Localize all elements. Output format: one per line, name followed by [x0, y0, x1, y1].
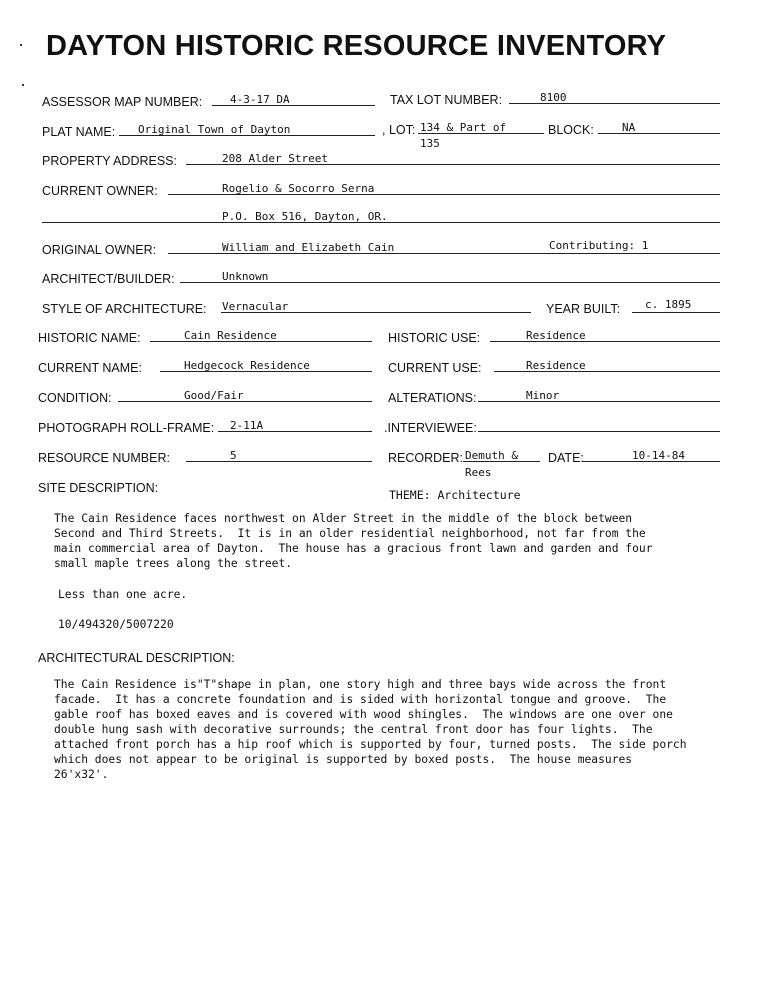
block-line [598, 133, 720, 134]
block-label: BLOCK: [548, 123, 594, 137]
alterations-line [478, 401, 720, 402]
interviewee-label: .INTERVIEWEE: [384, 421, 477, 435]
condition-label: CONDITION: [38, 391, 112, 405]
historic-name-label: HISTORIC NAME: [38, 331, 141, 345]
tax-lot-value: 8100 [540, 91, 567, 104]
current-use-label: CURRENT USE: [388, 361, 482, 375]
architectural-description-label: ARCHITECTURAL DESCRIPTION: [38, 651, 235, 665]
lot-value: 134 & Part of [420, 121, 507, 134]
photograph-roll-frame-label: PHOTOGRAPH ROLL-FRAME: [38, 421, 215, 435]
site-description-label: SITE DESCRIPTION: [38, 481, 159, 495]
year-built-value: c. 1895 [645, 298, 692, 311]
property-address-label: PROPERTY ADDRESS: [42, 154, 177, 168]
year-built-line [632, 312, 720, 313]
form-title: DAYTON HISTORIC RESOURCE INVENTORY [46, 30, 667, 62]
recorder-label: RECORDER: [388, 451, 464, 465]
plat-name-value: Original Town of Dayton [138, 123, 291, 136]
architect-builder-label: ARCHITECT/BUILDER: [42, 272, 175, 286]
historic-use-line [490, 341, 720, 342]
scan-speck [22, 84, 24, 86]
lot-label: , LOT: [382, 123, 416, 137]
date-value: 10-14-84 [632, 449, 685, 462]
architectural-description-text: The Cain Residence is"T"shape in plan, one story high and three bays wide across the front facade. It has a concrete foundation and is sided with horizontal tongue and groove. The gable roof has boxed eaves and is covered with wood shingles. The windows are one over one double hung sash with decorative surrounds; the central front door has four lights. The attached front porch has a hip roof which is supported by four, turned posts. The side porch which does not appear to be original is supported by boxed posts. The house measures 26'x32'. [54, 678, 687, 781]
photograph-roll-frame-value: 2-11A [230, 419, 264, 432]
recorder-value-continued: Rees [465, 466, 492, 479]
scan-speck [20, 44, 22, 46]
lot-value-continued: 135 [420, 137, 440, 150]
condition-value: Good/Fair [184, 389, 244, 402]
style-label: STYLE OF ARCHITECTURE: [42, 302, 207, 316]
contributing-value: Contributing: 1 [549, 239, 649, 252]
date-label: DATE: [548, 451, 584, 465]
alterations-value: Minor [526, 389, 560, 402]
theme-value: THEME: Architecture [389, 488, 521, 502]
historic-use-value: Residence [526, 329, 586, 342]
current-owner-label: CURRENT OWNER: [42, 184, 158, 198]
year-built-label: YEAR BUILT: [546, 302, 621, 316]
resource-number-label: RESOURCE NUMBER: [38, 451, 170, 465]
owner-address-value: P.O. Box 516, Dayton, OR. [222, 210, 388, 223]
current-use-value: Residence [526, 359, 586, 372]
current-name-label: CURRENT NAME: [38, 361, 142, 375]
alterations-label: ALTERATIONS: [388, 391, 477, 405]
current-owner-value: Rogelio & Socorro Serna [222, 182, 375, 195]
acreage-text: Less than one acre. [58, 588, 188, 601]
historic-name-value: Cain Residence [184, 329, 277, 342]
utm-reference-text: 10/494320/5007220 [58, 618, 174, 631]
historic-use-label: HISTORIC USE: [388, 331, 481, 345]
block-value: NA [622, 121, 636, 134]
recorder-value: Demuth & [465, 449, 518, 462]
assessor-map-value: 4-3-17 DA [230, 93, 290, 106]
original-owner-label: ORIGINAL OWNER: [42, 243, 157, 257]
resource-number-value: 5 [230, 449, 237, 462]
plat-name-label: PLAT NAME: [42, 125, 116, 139]
property-address-value: 208 Alder Street [222, 152, 328, 165]
site-description-text: The Cain Residence faces northwest on Alder Street in the middle of the block between Second and Third Streets. It is in an older residential neighborhood, not far from the main commercial area of Dayton. The house has a gracious front lawn and garden and four small maple trees along the street. [54, 512, 653, 570]
interviewee-line [478, 431, 720, 432]
condition-line [118, 401, 372, 402]
original-owner-value: William and Elizabeth Cain [222, 241, 395, 254]
current-name-value: Hedgecock Residence [184, 359, 310, 372]
architect-builder-value: Unknown [222, 270, 269, 283]
resource-number-line [186, 461, 372, 462]
style-value: Vernacular [222, 300, 289, 313]
assessor-map-label: ASSESSOR MAP NUMBER: [42, 95, 203, 109]
tax-lot-label: TAX LOT NUMBER: [390, 93, 503, 107]
